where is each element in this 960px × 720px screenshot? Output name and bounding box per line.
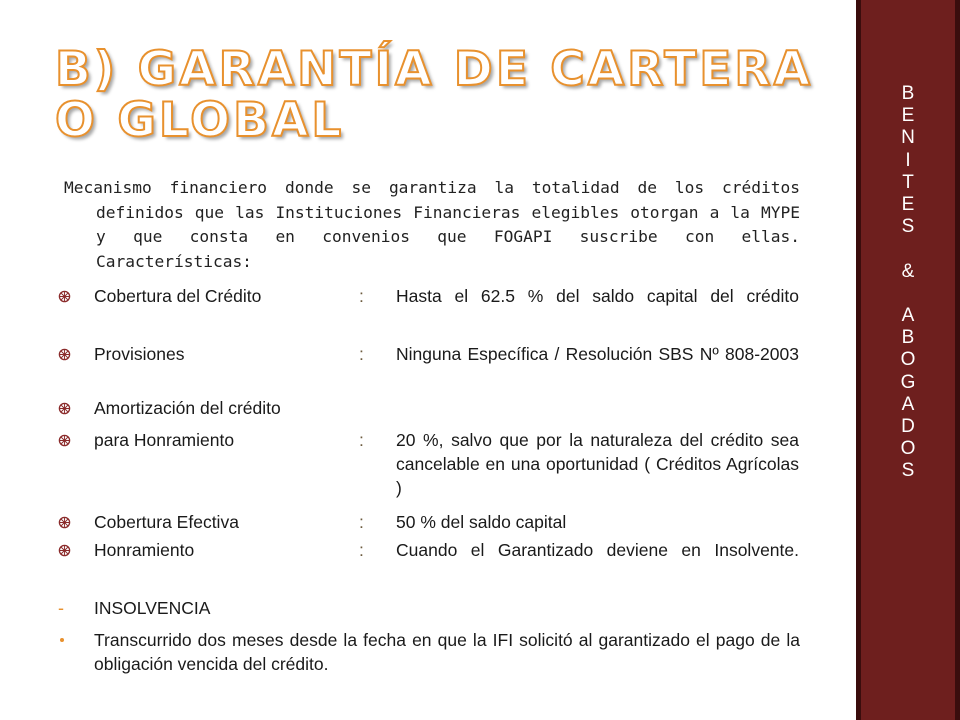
item-label: Cobertura del Crédito — [94, 286, 262, 306]
sidebar-letter — [861, 283, 955, 305]
list-item — [58, 342, 803, 390]
ornament-bullet-icon — [58, 434, 71, 447]
sidebar-letter: & — [901, 260, 915, 282]
list-item — [58, 596, 803, 620]
item-label: Cobertura Efectiva — [94, 512, 239, 532]
dash-bullet-icon: - — [58, 598, 64, 618]
sidebar-letter: D — [901, 416, 915, 438]
sidebar-letter: N — [901, 127, 915, 149]
sidebar-letter: S — [901, 460, 915, 482]
list-item — [58, 510, 803, 534]
item-colon: : — [359, 430, 364, 450]
sidebar-letter: G — [900, 371, 916, 393]
list-item — [58, 284, 803, 332]
item-colon: : — [359, 512, 364, 532]
sidebar-letter: E — [901, 105, 915, 127]
sidebar-letter: A — [901, 393, 915, 415]
sidebar-letter — [861, 238, 955, 260]
item-value: Ninguna Específica / Resolución SBS Nº 808-2003 — [396, 344, 799, 364]
ornament-bullet-icon — [58, 402, 71, 415]
item-label: Amortización del crédito — [94, 398, 281, 418]
item-colon: : — [359, 286, 364, 306]
ornament-bullet-icon — [58, 290, 71, 303]
sidebar-letter: O — [900, 349, 916, 371]
sidebar-letter: B — [901, 327, 915, 349]
item-value: Cuando el Garantizado deviene en Insolvente. — [396, 540, 799, 560]
ornament-bullet-icon — [58, 516, 71, 529]
item-colon: : — [359, 540, 364, 560]
list-item — [58, 396, 803, 420]
insolvencia-label: INSOLVENCIA — [94, 598, 211, 618]
item-value: 20 %, salvo que por la naturaleza del crédito sea cancelable en una oportunidad ( Créditos Agrícolas ) — [396, 430, 799, 498]
item-label: Provisiones — [94, 344, 185, 364]
sidebar-band — [856, 0, 960, 720]
slide-title: B) GARANTÍA DE CARTERA O GLOBAL — [55, 42, 813, 148]
insolvencia-text: Transcurrido dos meses desde la fecha en que la IFI solicitó al garantizado el pago de la obligación vencida del crédito. — [94, 630, 800, 674]
sidebar-letter: I — [905, 149, 911, 171]
list-item — [58, 428, 803, 500]
dot-bullet-icon — [60, 638, 64, 642]
sidebar-letter: B — [901, 83, 915, 104]
item-value: 50 % del saldo capital — [396, 512, 567, 532]
sidebar-letter: S — [901, 216, 915, 238]
item-label: para Honramiento — [94, 430, 235, 450]
sidebar-panel — [861, 0, 955, 720]
sidebar-letter: E — [901, 194, 915, 216]
item-label: Honramiento — [94, 540, 195, 560]
ornament-bullet-icon — [58, 544, 71, 557]
item-colon: : — [359, 344, 364, 364]
vertical-firm-name — [861, 83, 955, 483]
sidebar-letter: O — [900, 438, 916, 460]
ornament-bullet-icon — [58, 348, 71, 361]
sidebar-letter: A — [901, 305, 915, 327]
item-value: Hasta el 62.5 % del saldo capital del crédito — [396, 286, 799, 306]
list-item — [58, 628, 803, 676]
sidebar-letter: T — [902, 171, 914, 193]
list-item — [58, 538, 803, 586]
intro-paragraph: Mecanismo financiero donde se garantiza la totalidad de los créditos definidos que las Instituciones Financieras elegibles otorgan a la MYPE y que consta en convenios que FOGAPI suscribe con ellas. Características: — [64, 178, 800, 271]
